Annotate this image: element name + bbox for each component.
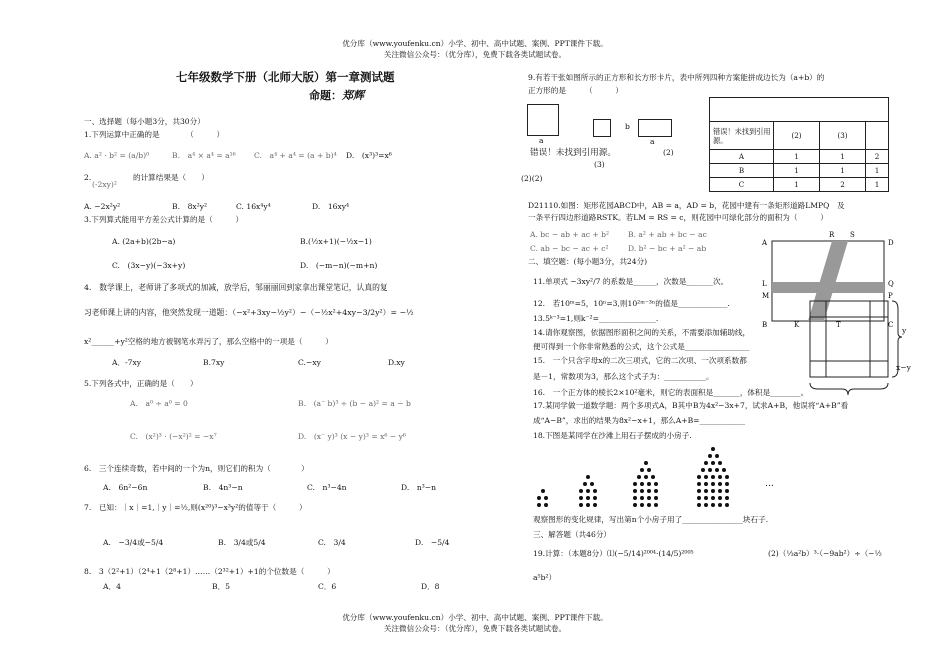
pebble-dot [718, 482, 722, 486]
pebble-dot [586, 496, 590, 500]
pebble-dot [718, 503, 722, 507]
pebble-dot [704, 489, 708, 493]
q6-option-b: B. 4n³−n [203, 483, 243, 492]
table-row [710, 178, 889, 192]
pebble-dot [586, 489, 590, 493]
q10-option-d: D. b² − bc + a² − ab [628, 244, 707, 253]
section-2-heading: 二、填空题：(每小题3分，共24分) [528, 257, 648, 266]
pebble-dot [704, 503, 708, 507]
q4-line-3: x²______+y²空格的地方被钢笔水弄污了，那么空格中的一项是（ ） [84, 337, 333, 346]
pebble-dot [644, 475, 648, 479]
pebble-dot [633, 489, 637, 493]
q19-part-1: 19.计算：（本题8分）⑴(−5/14)²⁰⁰⁴·(14/5)²⁰⁰⁵ [533, 549, 694, 558]
pebble-dot [654, 496, 658, 500]
pebble-dot [593, 503, 597, 507]
pebble-dot [640, 503, 644, 507]
q15-line-2: 是－1，常数项为3，那么这个式子为：___________。 [533, 372, 714, 381]
label-A: A [762, 239, 768, 247]
q7-option-b: B. 3/4或5/4 [218, 538, 266, 547]
q14-figure-label-y: y [902, 326, 907, 335]
q8-option-b: B．5 [212, 582, 231, 591]
label-C: C [888, 321, 894, 328]
pebble-dot [651, 475, 655, 479]
label-D: D [888, 239, 894, 247]
q7-option-d: D. −5/4 [415, 538, 450, 547]
pebble-dot [633, 496, 637, 500]
q18-tail: 观察图形的变化规律，写出第n个小房子用了________________块石子. [533, 515, 769, 524]
pebble-dot [715, 454, 719, 458]
q5-option-c: C. (x²)³ · (−x²)² = −x⁷ [130, 432, 217, 441]
pebble-dot [640, 496, 644, 500]
pebble-dot [725, 475, 729, 479]
pebble-dot [718, 475, 722, 479]
q2-option-d: D. 16xy⁴ [312, 202, 350, 211]
q6-option-d: D. n³−n [401, 483, 437, 492]
pebble-dot [640, 468, 644, 472]
label-P: P [888, 292, 893, 300]
pebble-dot [725, 482, 729, 486]
q10-line-2: 一条平行四边形道路RSTK。若LM = RS = c，则花园中可绿化部分的面积为（ ） [528, 213, 828, 222]
table-cell: B [710, 164, 774, 178]
q4-line-1: 4. 数学课上，老师讲了多项式的加减，放学后，邹丽丽回到家拿出课堂笔记，认真的复 [84, 283, 388, 292]
q17-line-2: 成“A−B”，求出的结果为8x²−x+1，那么A+B=____________ [533, 416, 746, 425]
pebble-dot [697, 475, 701, 479]
pebble-dot [544, 503, 548, 507]
q7-option-a: A. −3/4或−5/4 [103, 538, 164, 547]
q19-part-2: (2)（⅓a²b）³·（−9ab²）÷（−½ [768, 549, 882, 558]
pebble-dot [579, 503, 583, 507]
pebble-dot [711, 496, 715, 500]
table-cell: 1 [866, 164, 889, 178]
q9-label-2: (2) [663, 148, 674, 157]
pebble-dot [718, 461, 722, 465]
pebble-dot [725, 503, 729, 507]
footer-line-2: 关注微信公众号：（优分库），免费下载各类试题试卷。 [383, 624, 567, 633]
q9-line-1: 9.有若干张如图所示的正方形和长方形卡片，表中所列四种方案能拼成边长为（a+b）的 [528, 73, 825, 82]
table-row [710, 164, 889, 178]
pebble-dot [711, 482, 715, 486]
q4-option-d: D.xy [388, 358, 405, 367]
q5-stem: 5.下列各式中，正确的是（ ） [84, 379, 198, 388]
q3-stem: 3.下列算式能用平方差公式计算的是（ ） [84, 215, 244, 224]
pebble-dot [704, 496, 708, 500]
pebble-dot [704, 482, 708, 486]
q1-option-a: A. a² · b² = (a/b)⁰ [84, 151, 150, 160]
q19-part-2-tail: a⁵b²） [533, 573, 557, 582]
label-B: B [762, 321, 768, 328]
table-cell: 1 [774, 178, 820, 192]
pebble-dot [593, 496, 597, 500]
pebble-dot [541, 489, 545, 493]
q18-ellipsis: … [765, 479, 774, 489]
q2-option-a: A. −2x²y² [84, 202, 121, 211]
q13: 13.5ᵏ⁻³=1,则k⁻²=_______________. [533, 314, 659, 323]
q10-option-a: A. bc − ab + ac + b² [530, 230, 610, 239]
pebble-dot [654, 503, 658, 507]
pebble-dot [537, 503, 541, 507]
q2-stem: 的计算结果是（ ） [133, 173, 209, 182]
q8-stem: 8. 3（2²+1）（2⁴+1（2⁸+1）……（2³²+1）+1的个位数是（ ） [84, 567, 335, 576]
pebble-dot [640, 489, 644, 493]
q4-option-b: B.7xy [203, 358, 225, 367]
exam-author: 命题：郑辉 [309, 89, 364, 102]
q14-figure [808, 295, 918, 405]
pebble-dot [722, 468, 726, 472]
header-line-1: 优分库（www.youfenku.cn）小学、初中、高中试题、案例、PPT课件下载。 [342, 39, 608, 48]
section-3-heading: 三、解答题（共46分） [533, 530, 612, 539]
q4-option-c: C.−xy [298, 358, 321, 367]
pebble-dot [701, 468, 705, 472]
pebble-dot [647, 503, 651, 507]
q9-line-2: 正方形的是 （ ） [528, 86, 623, 95]
pebble-dot [586, 503, 590, 507]
q1-option-b: B. a⁴ × a⁴ = a¹⁶ [172, 151, 236, 160]
table-cell: 2 [820, 178, 866, 192]
q9-card-square-a [527, 104, 559, 136]
pebble-dot [593, 489, 597, 493]
q1-option-d: D. (x³)³=x⁶ [346, 151, 392, 160]
pebble-dot [637, 475, 641, 479]
q2-number: 2. [84, 173, 92, 182]
q8-option-c: C．6 [318, 582, 337, 591]
pebble-dot [704, 461, 708, 465]
pebble-dot [697, 496, 701, 500]
label-S: S [850, 231, 855, 239]
q7-option-c: C. 3/4 [318, 538, 346, 547]
section-1-heading: 一、选择题（每小题3分，共30分） [84, 117, 205, 126]
pebble-dot [537, 496, 541, 500]
q10-option-b: B. a² + ab + bc − ac [628, 230, 707, 239]
pebble-dot [711, 461, 715, 465]
q8-option-d: D．8 [421, 582, 440, 591]
exam-title: 七年级数学下册（北师大版）第一章测试题 [176, 70, 395, 84]
table-cell: 1 [820, 164, 866, 178]
q8-option-a: A．4 [103, 582, 121, 591]
q11: 11.单项式 −3xy²/7 的系数是______，次数是_______次。 [533, 277, 729, 286]
table-cell: 1 [774, 164, 820, 178]
q9-label-3: (3) [594, 160, 605, 169]
pebble-dot [708, 454, 712, 458]
q14-line-2: 便可得到一个你非常熟悉的公式，这个公式是_________________ [533, 342, 750, 351]
pebble-dot [711, 489, 715, 493]
pebble-dot [715, 468, 719, 472]
q9-table [709, 97, 889, 192]
q9-label-22: (2)(2) [521, 174, 543, 183]
pebble-dot [711, 447, 715, 451]
q5-option-b: B. (a⁻ b)³ ÷ (b − a)² = a − b [298, 399, 411, 408]
q7-stem: 7. 已知：｜x｜=1,｜y｜=½,则(x²⁰)³−x³y²的值等于（ ） [84, 503, 307, 512]
pebble-dot [647, 468, 651, 472]
pebble-dot [586, 475, 590, 479]
pebble-dot [697, 482, 701, 486]
pebble-dot [711, 475, 715, 479]
pebble-dot [697, 503, 701, 507]
q15-line-1: 15. 一个只含字母x的二次三项式，它的二次项、一次项系数都 [533, 356, 747, 365]
q3-option-d: D. (−m−n)(−m+n) [300, 261, 378, 270]
table-cell: 1 [774, 150, 820, 164]
pebble-dot [579, 489, 583, 493]
pebble-dot [711, 503, 715, 507]
pebble-dot [697, 489, 701, 493]
pebble-dot [633, 482, 637, 486]
q1-stem: 1.下列运算中正确的是 （ ） [84, 130, 225, 139]
q12: 12. 若10ᵐ=5，10ⁿ=3,则10²ᵐ⁻³ⁿ的值是_____________. [533, 299, 730, 308]
q6-option-a: A. 6n²−6n [103, 483, 148, 492]
q9-table-head-4 [866, 122, 889, 150]
pebble-dot [654, 482, 658, 486]
pebble-dot [647, 489, 651, 493]
q17-line-1: 17.某同学做一道数学题：两个多项式A，B其中B为4x²−3x+7，试求A+B，他误将“A+B”看 [533, 401, 849, 410]
q14-figure-label-xy: x−y [896, 363, 911, 372]
q10-option-c: C. ab − bc − ac + c² [530, 244, 609, 253]
label-T: T [836, 321, 841, 329]
q5-option-a: A. a⁰ ÷ a⁰ = 0 [130, 399, 188, 408]
label-M: M [762, 292, 770, 300]
q5-option-d: D. (x⁻ y)³ (x − y)³ = x⁶ − y⁶ [298, 432, 406, 441]
label-R: R [829, 231, 835, 239]
q3-option-c: C. (3x−y)(−3x+y) [112, 261, 186, 270]
q9-table-blank-row [710, 98, 889, 122]
pebble-dot [644, 461, 648, 465]
q9-table-head-1: 错误！未找到引用源。 [710, 122, 774, 150]
label-L: L [762, 280, 767, 288]
q9-error-text: 错误！未找到引用源。 [530, 148, 616, 158]
q2-option-b: B. 8x²y² [172, 202, 208, 211]
pebble-dot [640, 482, 644, 486]
q9-card-label-b: b [625, 122, 630, 131]
pebble-dot [654, 489, 658, 493]
q10-line-1: D21110.如图：矩形花园ABCD中，AB = a，AD = b，花园中建有一条矩形道路LMPQ 及 [528, 201, 845, 210]
q4-option-a: A．-7xy [112, 358, 142, 367]
pebble-dot [725, 489, 729, 493]
pebble-dot [583, 482, 587, 486]
pebble-dot [704, 475, 708, 479]
pebble-dot [718, 496, 722, 500]
table-cell: 1 [820, 150, 866, 164]
q9-card-label-a1: a [539, 136, 544, 145]
pebble-dot [718, 489, 722, 493]
q9-table-head-2: (2) [774, 122, 820, 150]
pebble-dot [590, 482, 594, 486]
pebble-dot [647, 496, 651, 500]
q9-table-head-3: (3) [820, 122, 866, 150]
pebble-dot [544, 496, 548, 500]
table-cell: 2 [866, 150, 889, 164]
q6-option-c: C. n³−4n [307, 483, 347, 492]
q9-card-label-a2: a [650, 137, 655, 146]
pebble-dot [708, 468, 712, 472]
pebble-dot [647, 482, 651, 486]
pebble-dot [579, 496, 583, 500]
table-cell: C [710, 178, 774, 192]
q6-stem: 6. 三个连续奇数，若中间的一个为n，则它们的积为（ ） [84, 464, 309, 473]
table-cell: A [710, 150, 774, 164]
footer-line-1: 优分库（www.youfenku.cn）小学、初中、高中试题、案例、PPT课件下载。 [342, 613, 608, 622]
q3-option-a: A. (2a+b)(2b−a) [112, 237, 176, 246]
table-cell: 1 [866, 178, 889, 192]
q16: 16. 一个正方体的棱长2×10²毫米，则它的表面积是_______，体积是________。 [533, 388, 809, 397]
q4-line-2: 习老师课上讲的内容，他突然发现一道题：（−x²+3xy−½y²）−（−½x²+4xy−3/2y²）= −½ [84, 308, 414, 317]
label-K: K [794, 321, 800, 329]
pebble-dot [633, 503, 637, 507]
q14-line-1: 14.请你观察图，依据图形面积之间的关系，不需要添加辅助线， [533, 328, 751, 337]
label-Q: Q [888, 280, 894, 288]
q9-card-rect [638, 119, 672, 137]
pebble-dot [725, 496, 729, 500]
q3-option-b: B.(½x+1)(−½x−1) [300, 237, 372, 246]
table-row [710, 150, 889, 164]
q9-card-square-b [593, 119, 611, 137]
q2-expression: (-2xy)² [92, 180, 117, 189]
q18-stem: 18.下图是某同学在沙滩上用石子摆成的小房子. [533, 431, 692, 440]
header-line-2: 关注微信公众号：（优分库），免费下载各类试题试卷。 [383, 50, 567, 59]
q1-option-c: C. a⁴ + a⁴ = (a + b)⁴ [254, 151, 337, 160]
q2-option-c: C. 16x⁴y⁴ [236, 202, 271, 211]
